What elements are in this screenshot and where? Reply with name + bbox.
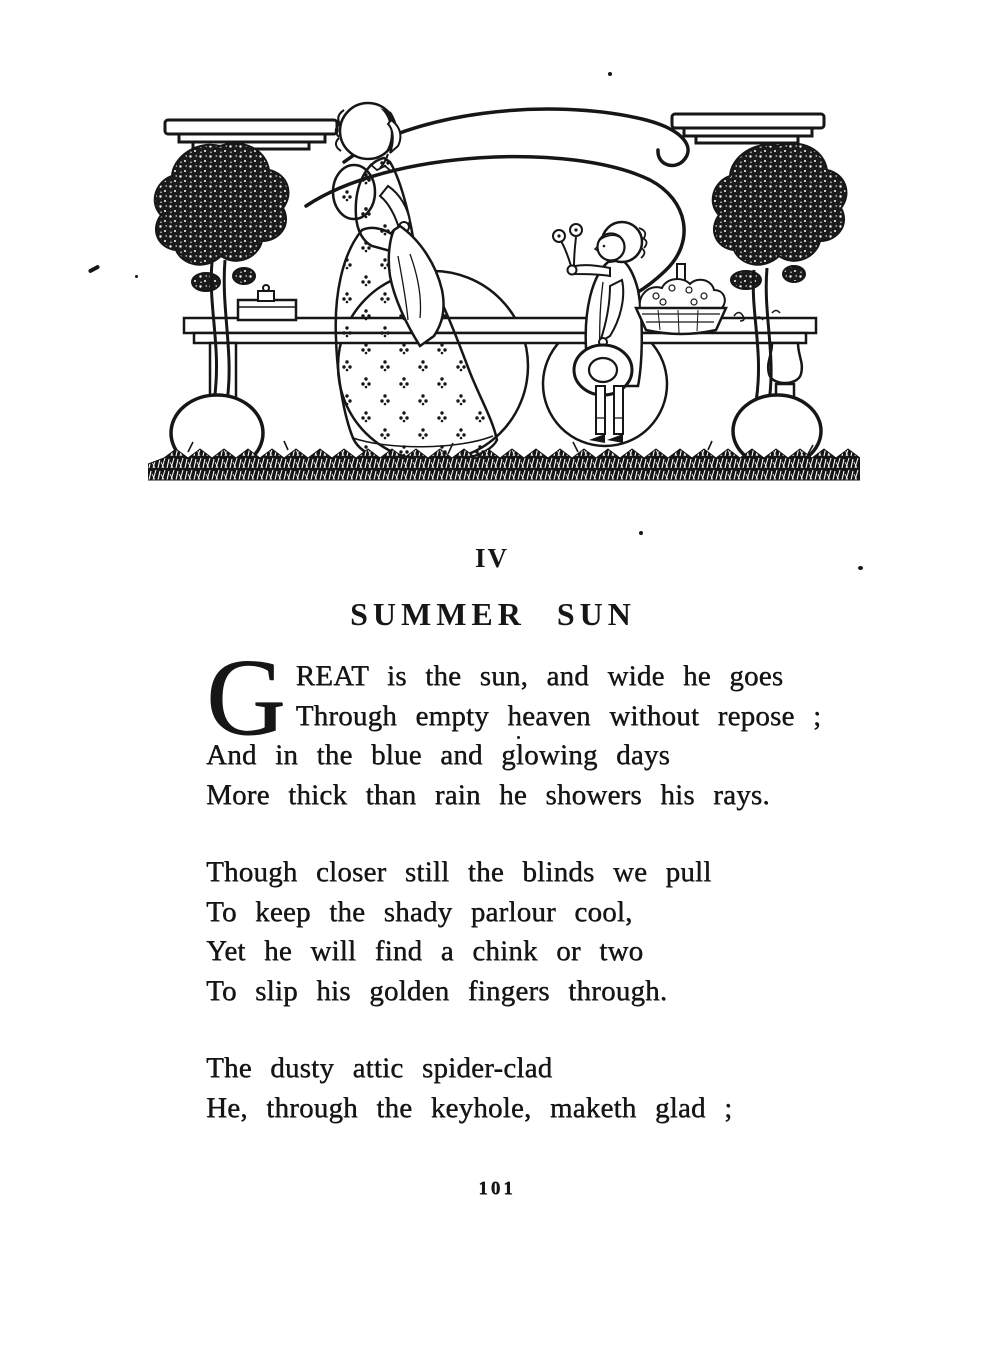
poem-line: The dusty attic spider-clad: [206, 1052, 553, 1084]
poem-text: [206, 636, 878, 1128]
sewing-box: [238, 285, 296, 320]
poem-title: SUMMER SUN: [350, 596, 636, 632]
poem-line: And in the blue and glowing days: [206, 739, 670, 771]
stanza-2: [206, 853, 878, 1011]
right-cornice-shelf: [672, 114, 824, 143]
poem-line: More thick than rain he showers his rays.: [206, 778, 770, 811]
print-speck: [135, 275, 138, 278]
page-number: 101: [478, 1178, 516, 1199]
poem-line: Through empty heaven without repose ;: [295, 699, 822, 732]
section-number: IV: [474, 543, 509, 573]
poem-line: To keep the shady parlour cool,: [206, 895, 633, 928]
poem-line: REAT is the sun, and wide he goes: [295, 660, 784, 692]
right-topiary-tree: [713, 143, 847, 467]
garden-bench-illustration: [148, 84, 860, 486]
poem-line: To slip his golden fingers through.: [206, 974, 668, 1007]
garden-bench: [184, 318, 816, 440]
poem-line: Though closer still the blinds we pull: [206, 856, 712, 888]
stanza-3: [206, 1049, 878, 1128]
poem-line: He, through the keyhole, maketh glad ;: [206, 1091, 733, 1124]
print-speck: [517, 736, 520, 739]
print-speck: [608, 72, 612, 76]
stanza-1: [206, 636, 878, 815]
print-speck-dash: [88, 264, 100, 273]
print-speck: [639, 531, 643, 535]
left-cornice-shelf: [165, 120, 337, 149]
print-speck: [858, 566, 863, 570]
poem-line: Yet he will find a chink or two: [206, 935, 644, 967]
dropcap-letter: G: [206, 636, 286, 758]
